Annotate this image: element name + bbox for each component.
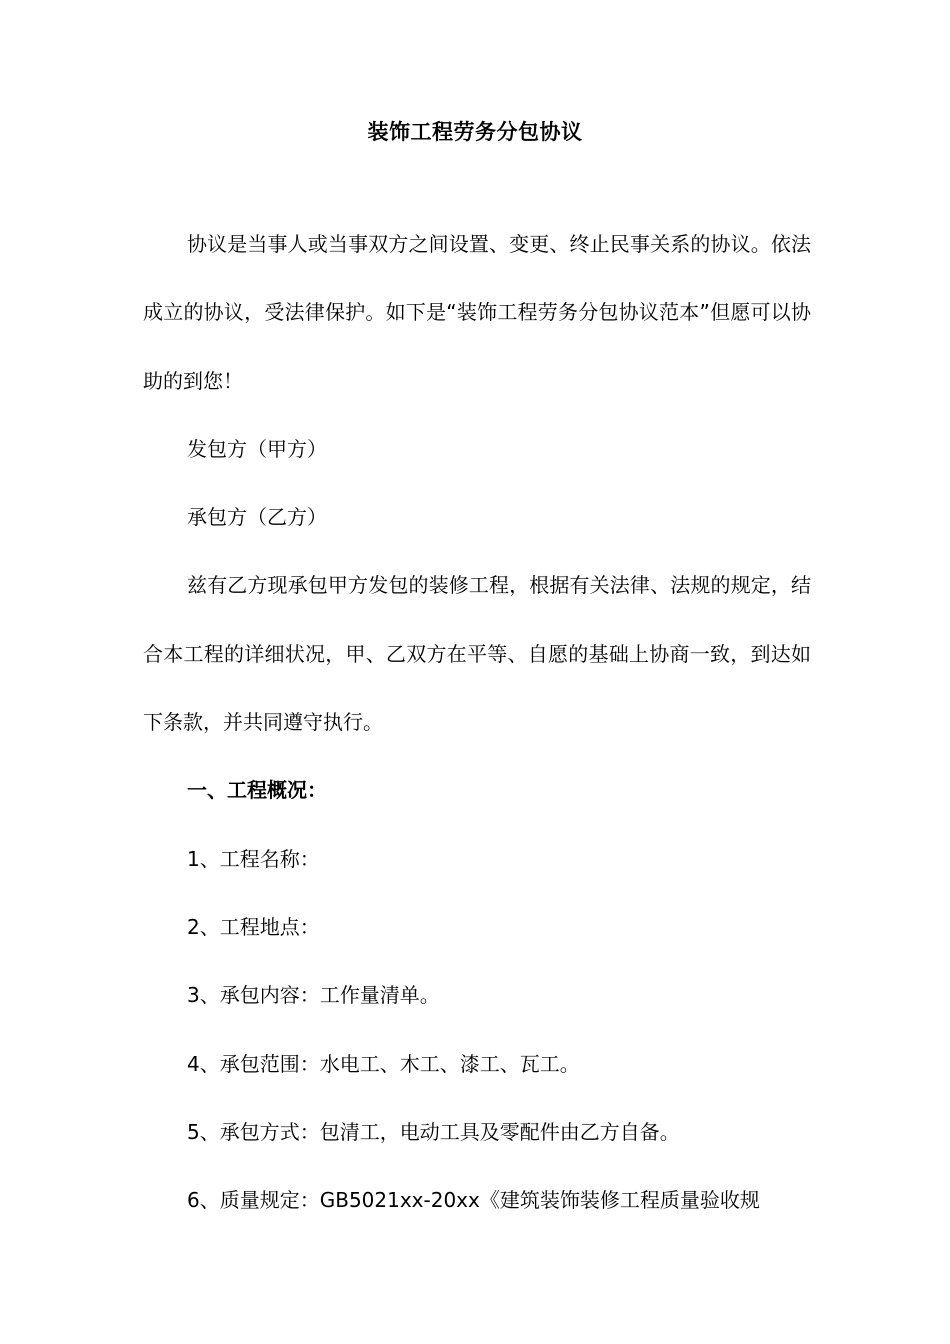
paragraph-party-b: 承包方（乙方） — [187, 505, 327, 530]
list-item-contract-content: 3、承包内容：工作量清单。 — [187, 983, 440, 1008]
document-title: 装饰工程劳务分包协议 — [367, 120, 583, 144]
list-item-project-name: 1、工程名称： — [187, 846, 320, 871]
section-heading-overview: 一、工程概况： — [187, 778, 327, 803]
document-body — [143, 210, 811, 1234]
paragraph-party-a: 发包方（甲方） — [187, 436, 327, 461]
list-item-contract-method: 5、承包方式：包清工，电动工具及零配件由乙方自备。 — [187, 1119, 680, 1144]
paragraph-intro: 协议是当事人或当事双方之间设置、变更、终止民事关系的协议。依法成立的协议，受法律保护。如下是“装饰工程劳务分包协议范本”但愿可以协助的到您！ — [143, 232, 811, 393]
list-item-quality-standard: 6、质量规定：GB5021xx-20xx《建筑装饰装修工程质量验收规 — [187, 1188, 760, 1213]
list-item-project-location: 2、工程地点： — [187, 914, 320, 939]
paragraph-preamble: 兹有乙方现承包甲方发包的装修工程，根据有关法律、法规的规定，结合本工程的详细状况，甲、乙双方在平等、自愿的基础上协商一致，到达如下条款，并共同遵守执行。 — [143, 573, 811, 735]
list-item-contract-scope: 4、承包范围：水电工、木工、漆工、瓦工。 — [187, 1051, 580, 1076]
